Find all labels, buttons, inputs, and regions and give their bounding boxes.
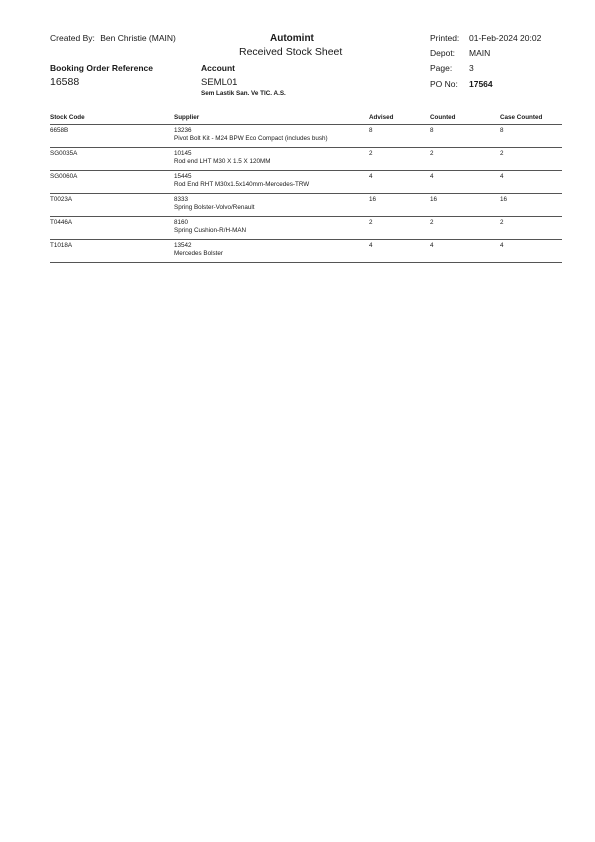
supplier-code: 8160 (174, 219, 189, 226)
item-description: Rod End RHT M30x1.5x140mm-Mercedes-TRW (174, 181, 310, 188)
supplier-code: 15445 (174, 173, 192, 180)
depot-label: Depot: (430, 48, 456, 58)
col-case-counted: Case Counted (500, 114, 543, 121)
advised-qty: 8 (369, 127, 373, 134)
supplier-cell (174, 196, 255, 211)
case-counted-qty: 4 (500, 242, 504, 249)
case-counted-qty: 2 (500, 219, 504, 226)
company-name: Automint (270, 33, 314, 44)
po-value: 17564 (469, 79, 493, 89)
item-description: Rod end LHT M30 X 1.5 X 120MM (174, 158, 271, 165)
table-row (50, 194, 562, 217)
account-name: Sem Lastik San. Ve TIC. A.S. (201, 90, 286, 97)
col-counted: Counted (430, 114, 456, 121)
supplier-cell (174, 173, 309, 188)
counted-qty: 2 (430, 150, 434, 157)
stock-table (50, 113, 562, 263)
po-label: PO No: (430, 79, 458, 89)
stock-code: T1018A (50, 242, 73, 249)
stock-code: SG0060A (50, 173, 78, 180)
table-row (50, 240, 562, 263)
supplier-code: 10145 (174, 150, 192, 157)
col-supplier: Supplier (174, 114, 200, 121)
counted-qty: 4 (430, 242, 434, 249)
page-label: Page: (430, 63, 453, 73)
booking-ref-value: 16588 (50, 76, 80, 88)
advised-qty: 2 (369, 219, 373, 226)
stock-code: SG0035A (50, 150, 78, 157)
depot-value: MAIN (469, 48, 491, 58)
case-counted-qty: 4 (500, 173, 504, 180)
account-code: SEML01 (201, 77, 238, 88)
counted-qty: 8 (430, 127, 434, 134)
item-description: Pivot Bolt Kit - M24 BPW Eco Compact (includes bush) (174, 135, 328, 142)
supplier-cell (174, 242, 223, 257)
case-counted-qty: 2 (500, 150, 504, 157)
case-counted-qty: 8 (500, 127, 504, 134)
account-label: Account (201, 63, 235, 73)
table-row (50, 148, 562, 171)
table-row (50, 217, 562, 240)
report-title: Received Stock Sheet (239, 46, 343, 58)
supplier-cell (174, 127, 328, 142)
stock-code: T0446A (50, 219, 73, 226)
created-by-label: Created By: (50, 33, 95, 43)
created-by (50, 33, 176, 43)
printed-value: 01-Feb-2024 20:02 (469, 33, 542, 43)
col-stock-code: Stock Code (50, 114, 85, 121)
table-row (50, 125, 562, 148)
counted-qty: 16 (430, 196, 438, 203)
col-advised: Advised (369, 114, 394, 121)
counted-qty: 2 (430, 219, 434, 226)
item-description: Mercedes Bolster (174, 250, 223, 257)
stock-code: T0023A (50, 196, 73, 203)
case-counted-qty: 16 (500, 196, 508, 203)
supplier-code: 13236 (174, 127, 192, 134)
created-by-value: Ben Christie (MAIN) (100, 33, 176, 43)
advised-qty: 2 (369, 150, 373, 157)
booking-ref-label: Booking Order Reference (50, 63, 153, 73)
table-row (50, 171, 562, 194)
counted-qty: 4 (430, 173, 434, 180)
supplier-cell (174, 219, 246, 234)
item-description: Spring Bolster-Volvo/Renault (174, 204, 255, 211)
advised-qty: 4 (369, 173, 373, 180)
advised-qty: 4 (369, 242, 373, 249)
table-header-row (50, 113, 562, 125)
advised-qty: 16 (369, 196, 377, 203)
stock-code: 6658B (50, 127, 69, 134)
item-description: Spring Cushion-R/H-MAN (174, 227, 247, 234)
supplier-code: 8333 (174, 196, 189, 203)
page-value: 3 (469, 63, 474, 73)
printed-label: Printed: (430, 33, 460, 43)
supplier-cell (174, 150, 271, 165)
supplier-code: 13542 (174, 242, 192, 249)
